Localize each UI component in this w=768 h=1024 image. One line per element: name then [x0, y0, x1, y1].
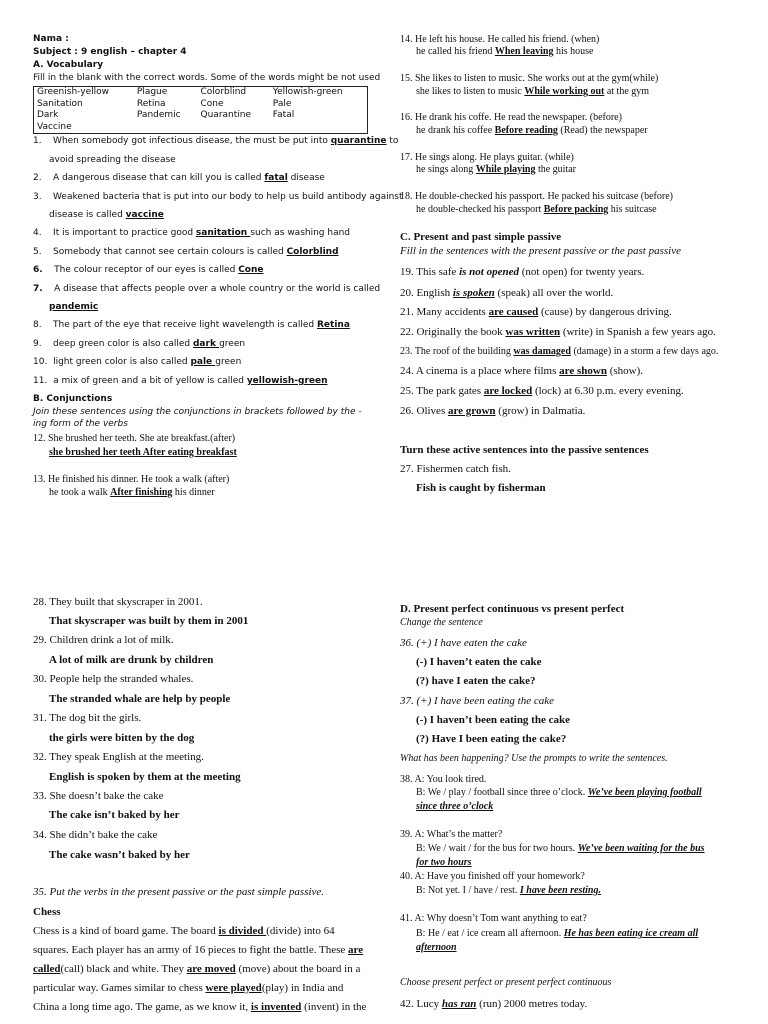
question-17: 17. He sings along. He plays guitar. (while): [400, 152, 574, 163]
question-18: 18. He double-checked his passport. He packed his suitcase (before): [400, 191, 673, 202]
question-26: 26. Olives are grown (grow) in Dalmatia.: [400, 405, 586, 417]
vocab-word: Dark: [37, 110, 59, 120]
active-passive-title: Turn these active sentences into the passive sentences: [400, 444, 649, 456]
section-c-instruction: Fill in the sentences with the present passive or the past passive: [400, 245, 681, 257]
chess-line: particular way. Games similar to chess were played(play) in India and: [33, 982, 344, 994]
vocab-item: 4. It is important to practice good sanitation such as washing hand: [33, 228, 350, 238]
answer-30: The stranded whale are help by people: [49, 693, 231, 705]
vocab-row: [34, 110, 368, 122]
question-20: 20. English is spoken (speak) all over the world.: [400, 287, 614, 299]
section-b-title: B. Conjunctions: [33, 394, 113, 404]
chess-line: Chess is a kind of board game. The board is divided (divide) into 64: [33, 925, 335, 937]
answer-37-question: (?) Have I been eating the cake?: [416, 733, 567, 745]
vocab-word: Greenish-yellow: [37, 87, 109, 97]
answer-41-continued: afternoon: [416, 942, 457, 953]
answer-16: he drank his coffee Before reading (Read) the newspaper: [416, 125, 648, 136]
question-14: 14. He left his house. He called his friend. (when): [400, 34, 600, 45]
vocab-word: Plague: [136, 87, 168, 97]
question-13: 13. He finished his dinner. He took a walk (after): [33, 474, 230, 485]
vocab-word: Pandemic: [136, 110, 181, 120]
answer-18: he double-checked his passport Before packing his suitcase: [416, 204, 657, 215]
vocab-word: Pale: [272, 98, 292, 109]
answer-15: she likes to listen to music While working out at the gym: [416, 86, 650, 97]
question-22: 22. Originally the book was written (write) in Spanish a few years ago.: [400, 326, 716, 338]
question-19: 19. This safe is not opened (not open) for twenty years.: [400, 266, 645, 278]
section-d-instruction: Change the sentence: [400, 617, 483, 628]
question-38-a: 38. A: You look tired.: [400, 774, 487, 785]
vocab-word: Yellowish-green: [272, 87, 343, 97]
question-42: 42. Lucy has ran (run) 2000 metres today.: [400, 998, 588, 1010]
vocab-word: Colorblind: [200, 87, 247, 97]
answer-33: The cake isn’t baked by her: [49, 809, 180, 821]
question-36: 36. (+) I have eaten the cake: [400, 637, 527, 649]
question-39-a: 39. A: What’s the matter?: [400, 829, 503, 840]
vocab-item: 7. A disease that affects people over a whole country or the world is called: [33, 284, 381, 294]
chess-line: squares. Each player has an army of 16 pieces to fight the battle. These are: [33, 944, 364, 956]
answer-14: he called his friend When leaving his house: [416, 46, 594, 57]
question-30: 30. People help the stranded whales.: [33, 673, 194, 685]
vocab-word: Quarantine: [200, 110, 252, 120]
answer-28: That skyscraper was built by them in 2001: [49, 615, 249, 627]
vocab-item: 9. deep green color is also called dark green: [33, 339, 246, 349]
question-35-instruction: 35. Put the verbs in the present passive or the past simple passive.: [33, 886, 325, 898]
answer-12: she brushed her teeth After eating breakfast: [49, 447, 237, 458]
vocab-word: Fatal: [272, 110, 295, 120]
vocab-word: Cone: [200, 98, 224, 109]
question-16: 16. He drank his coffe. He read the newspaper. (before): [400, 112, 622, 123]
section-c-title: C. Present and past simple passive: [400, 231, 562, 243]
answer-13: he took a walk After finishing his dinner: [49, 487, 215, 498]
question-40-b: B: Not yet. I / have / rest. I have been resting.: [416, 885, 601, 896]
question-38-b: B: We / play / football since three o’clock. We’ve been playing football: [416, 787, 702, 798]
question-39-b: B: We / wait / for the bus for two hours. We’ve been waiting for the bus: [416, 843, 705, 854]
answer-36-negative: (-) I haven’t eaten the cake: [416, 656, 542, 668]
vocab-item: 1. When somebody got infectious disease, the must be put into quarantine to: [33, 136, 399, 146]
vocab-word: Retina: [136, 98, 166, 109]
vocab-row: [34, 99, 368, 111]
answer-29: A lot of milk are drunk by children: [49, 654, 214, 666]
answer-34: The cake wasn’t baked by her: [49, 849, 190, 861]
vocab-item-continued: pandemic: [49, 302, 99, 312]
question-40-a: 40. A: Have you finished off your homework?: [400, 871, 585, 882]
vocab-row: [34, 122, 368, 134]
question-32: 32. They speak English at the meeting.: [33, 751, 204, 763]
vocab-item: 3. Weakened bacteria that is put into our body to help us build antibody against: [33, 192, 403, 202]
name-label: Nama :: [33, 34, 69, 44]
vocab-item: 6. The colour receptor of our eyes is called Cone: [33, 265, 264, 275]
section-a-instruction: Fill in the blank with the correct words. Some of the words might be not used: [33, 73, 381, 83]
section-b-instruction: Join these sentences using the conjunctions in brackets followed by the -ing form of the verbs: [33, 407, 362, 429]
vocab-item-continued: avoid spreading the disease: [49, 155, 176, 165]
vocab-word: Vaccine: [37, 121, 72, 132]
choose-instruction: Choose present perfect or present perfect continuous: [400, 977, 612, 988]
question-15: 15. She likes to listen to music. She works out at the gym(while): [400, 73, 659, 84]
answer-39-continued: for two hours: [416, 857, 472, 868]
question-33: 33. She doesn’t bake the cake: [33, 790, 164, 802]
question-12: 12. She brushed her teeth. She ate breakfast.(after): [33, 433, 236, 444]
vocab-item: 8. The part of the eye that receive light wavelength is called Retina: [33, 320, 350, 330]
question-27: 27. Fishermen catch fish.: [400, 463, 511, 475]
prompt-instruction: What has been happening? Use the prompts to write the sentences.: [400, 753, 668, 764]
vocabulary-word-box: [33, 86, 368, 134]
vocab-word: Sanitation: [37, 98, 83, 109]
vocab-item: 5. Somebody that cannot see certain colours is called Colorblind: [33, 247, 339, 257]
answer-31: the girls were bitten by the dog: [49, 732, 195, 744]
vocab-item: 11. a mix of green and a bit of yellow is called yellowish-green: [33, 376, 328, 386]
vocab-item: 10. light green color is also called pale green: [33, 357, 242, 367]
section-d-title: D. Present perfect continuous vs present perfect: [400, 603, 625, 615]
question-25: 25. The park gates are locked (lock) at 6.30 p.m. every evening.: [400, 385, 684, 397]
answer-27: Fish is caught by fisherman: [416, 482, 546, 494]
vocab-item-continued: disease is called vaccine: [49, 210, 164, 220]
answer-37-negative: (-) I haven’t been eating the cake: [416, 714, 570, 726]
vocab-item: 2. A dangerous disease that can kill you is called fatal disease: [33, 173, 325, 183]
question-24: 24. A cinema is a place where films are shown (show).: [400, 365, 643, 377]
section-a-title: A. Vocabulary: [33, 60, 104, 70]
question-29: 29. Children drink a lot of milk.: [33, 634, 174, 646]
question-28: 28. They built that skyscraper in 2001.: [33, 596, 203, 608]
answer-36-question: (?) have I eaten the cake?: [416, 675, 536, 687]
answer-32: English is spoken by them at the meeting: [49, 771, 241, 783]
answer-38-continued: since three o’clock: [416, 801, 494, 812]
chess-title: Chess: [33, 906, 61, 918]
question-41-b: B: He / eat / ice cream all afternoon. He has been eating ice cream all: [416, 928, 699, 939]
chess-line: called(call) black and white. They are moved (move) about the board in a: [33, 963, 361, 975]
question-41-a: 41. A: Why doesn’t Tom want anything to eat?: [400, 913, 587, 924]
question-31: 31. The dog bit the girls.: [33, 712, 142, 724]
subject-line: Subject : 9 english – chapter 4: [33, 47, 187, 57]
chess-line: China a long time ago. The game, as we know it, is invented (invent) in the: [33, 1001, 367, 1013]
answer-17: he sings along While playing the guitar: [416, 164, 577, 175]
question-34: 34. She didn’t bake the cake: [33, 829, 158, 841]
question-23: 23. The roof of the building was damaged (damage) in a storm a few days ago.: [400, 346, 719, 357]
vocab-row: [34, 87, 368, 99]
question-37: 37. (+) I have been eating the cake: [400, 695, 555, 707]
question-21: 21. Many accidents are caused (cause) by dangerous driving.: [400, 306, 672, 318]
